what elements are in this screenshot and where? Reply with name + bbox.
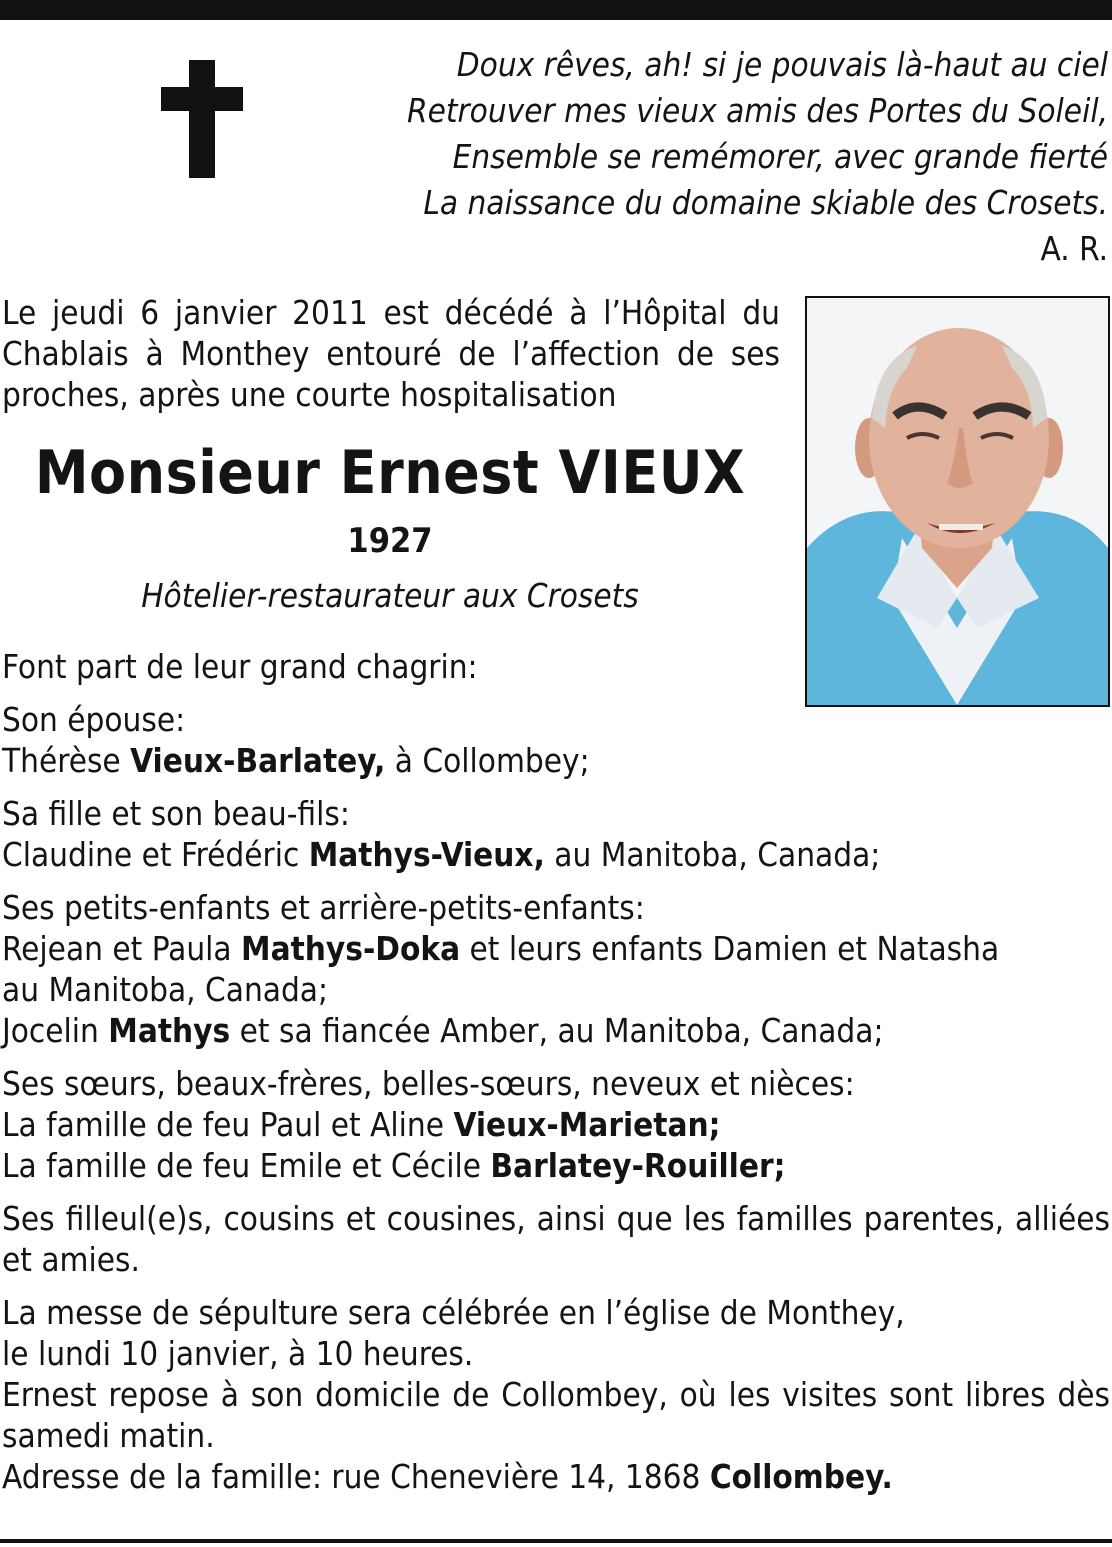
spouse-first-name: Thérèse — [2, 741, 131, 780]
profession: Hôtelier-restaurateur aux Crosets — [141, 576, 639, 615]
cross-icon — [161, 60, 243, 178]
spouse-heading: Son épouse: — [2, 700, 186, 739]
sibling-family-surname: Barlatey-Rouiller; — [490, 1146, 786, 1185]
poem-line: La naissance du domaine skiable des Crosets. — [423, 183, 1108, 222]
top-rule — [0, 0, 1112, 20]
spouse-location: à Collombey; — [385, 741, 590, 780]
grandchild-details: et leurs enfants Damien et Natasha — [460, 929, 1000, 968]
sibling-family-surname: Vieux-Marietan; — [453, 1105, 721, 1144]
bottom-rule — [0, 1539, 1112, 1543]
grandchild-first-names: Jocelin — [2, 1011, 109, 1050]
announcement: Font part de leur grand chagrin: — [2, 647, 478, 686]
daughter-surname: Mathys-Vieux, — [308, 835, 545, 874]
daughter-heading: Sa fille et son beau-fils: — [2, 794, 350, 833]
deceased-name: Monsieur Ernest VIEUX — [34, 438, 746, 508]
siblings-heading: Ses sœurs, beaux-frères, belles-sœurs, neveux et nièces: — [2, 1064, 855, 1103]
obituary-body — [2, 646, 1110, 1509]
sibling-family: La famille de feu Paul et Aline — [2, 1105, 454, 1144]
grandchildren-section — [2, 887, 1110, 1051]
funeral-date: le lundi 10 janvier, à 10 heures. — [2, 1334, 474, 1373]
sibling-family: La famille de feu Emile et Cécile — [2, 1146, 491, 1185]
family-address-city: Collombey. — [709, 1457, 893, 1496]
visits-info: Ernest repose à son domicile de Collombey, où les visites sont libres dès samedi matin. — [2, 1375, 1110, 1455]
spouse-section — [2, 699, 1110, 781]
birth-year: 1927 — [347, 521, 433, 561]
grandchild-surname: Mathys — [108, 1011, 231, 1050]
funeral-section — [2, 1292, 1110, 1497]
grandchildren-heading: Ses petits-enfants et arrière-petits-enfants: — [2, 888, 645, 927]
family-address: Adresse de la famille: rue Chenevière 14, 1868 — [2, 1457, 710, 1496]
grandchild-location: au Manitoba, Canada; — [2, 970, 329, 1009]
spouse-surname: Vieux-Barlatey, — [130, 741, 386, 780]
poem-line: Ensemble se remémorer, avec grande fierté — [452, 137, 1108, 176]
daughter-location: au Manitoba, Canada; — [544, 835, 881, 874]
grandchild-first-names: Rejean et Paula — [2, 929, 242, 968]
poem-author: A. R. — [1040, 229, 1108, 268]
daughter-section — [2, 793, 1110, 875]
death-announcement-intro: Le jeudi 6 janvier 2011 est décédé à l’Hôpital du Chablais à Monthey entouré de l’affection de ses proches, après une courte hospitalisation — [2, 293, 780, 414]
other-relatives: Ses filleul(e)s, cousins et cousines, ainsi que les familles parentes, alliées et amies. — [2, 1199, 1110, 1279]
grandchild-surname: Mathys-Doka — [241, 929, 461, 968]
poem-line: Doux rêves, ah! si je pouvais là-haut au ciel — [456, 45, 1108, 84]
siblings-section — [2, 1063, 1110, 1186]
poem — [328, 42, 1108, 272]
daughter-first-names: Claudine et Frédéric — [2, 835, 309, 874]
grandchild-details: et sa fiancée Amber, au Manitoba, Canada; — [230, 1011, 884, 1050]
funeral-mass: La messe de sépulture sera célébrée en l’église de Monthey, — [2, 1293, 905, 1332]
poem-line: Retrouver mes vieux amis des Portes du Soleil, — [406, 91, 1108, 130]
